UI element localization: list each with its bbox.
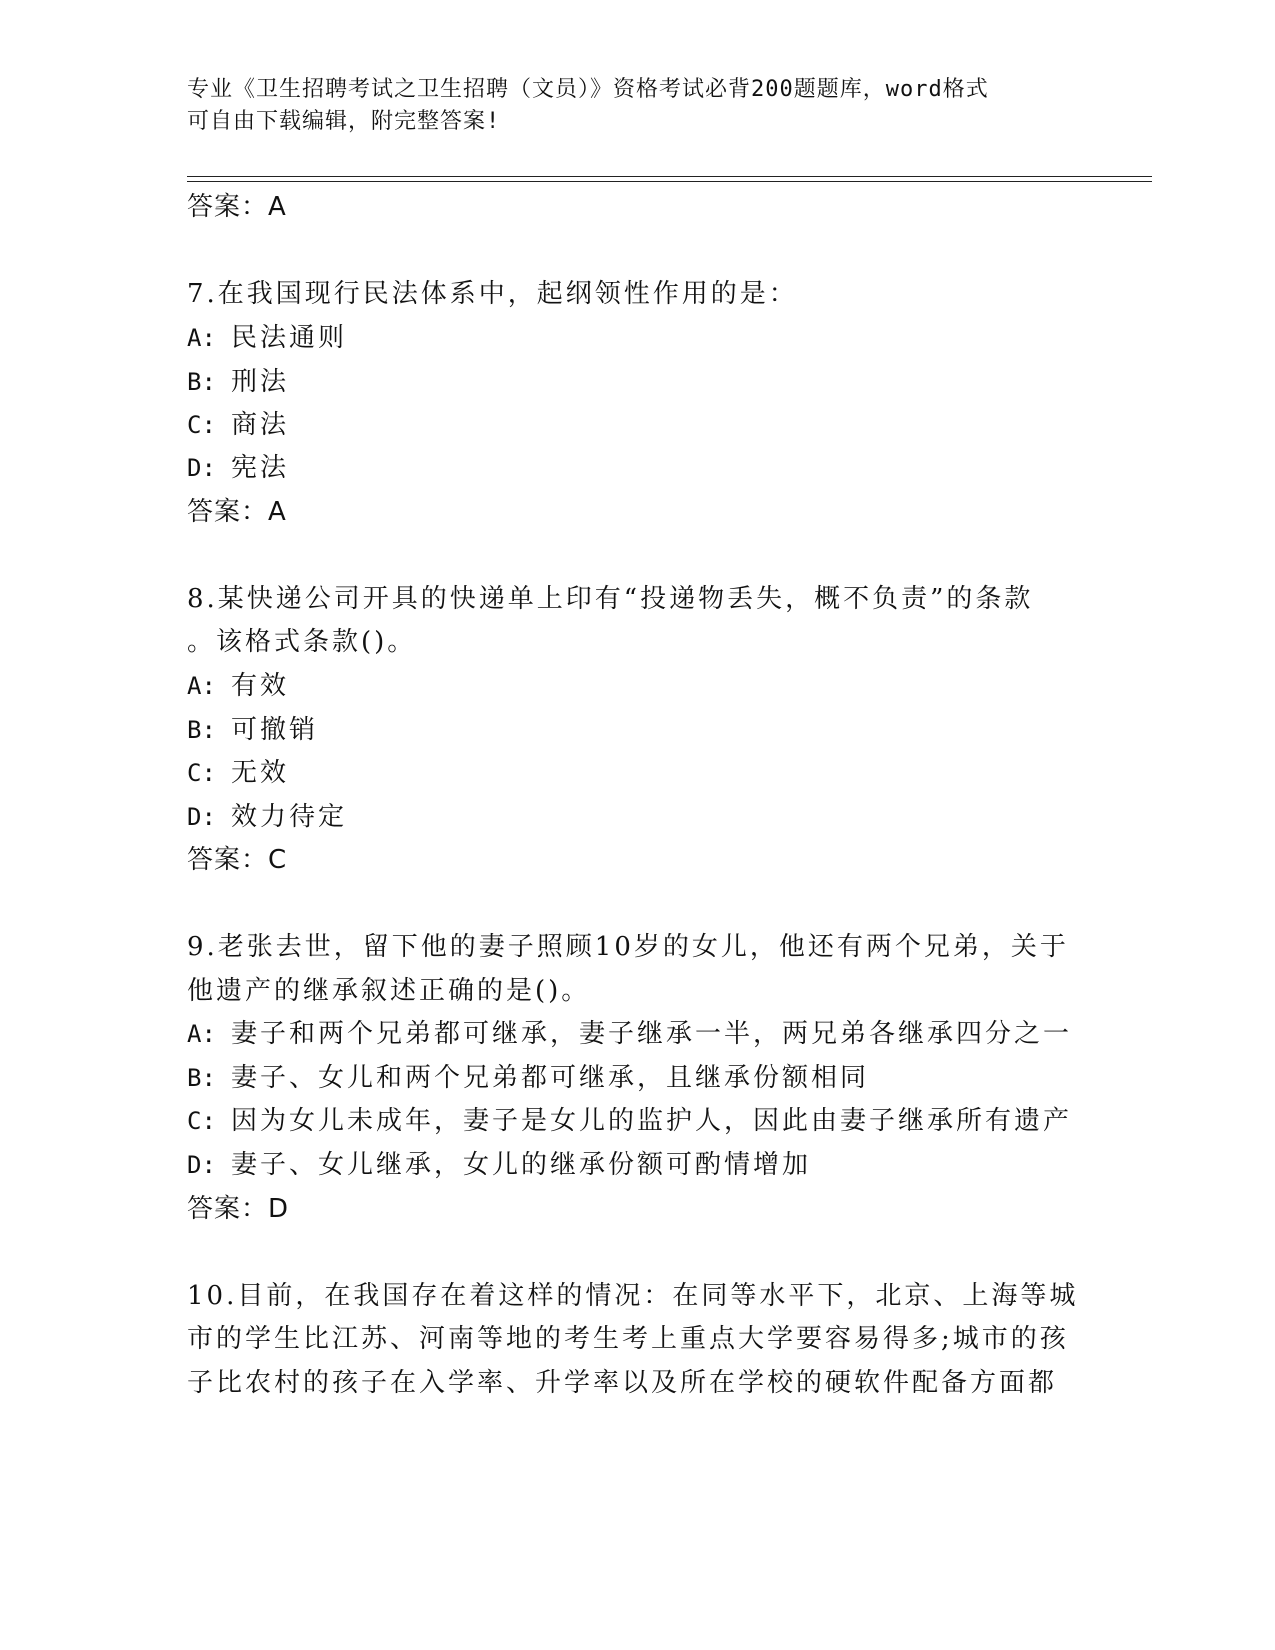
option-b: [187, 1057, 869, 1094]
option-key: A:: [187, 672, 216, 700]
header-divider-bottom: [187, 181, 1152, 182]
question-text: 10.目前，在我国存在着这样的情况：在同等水平下，北京、上海等城: [187, 1281, 1079, 1311]
option-key: B:: [187, 716, 216, 744]
option-key: D:: [187, 454, 216, 482]
option-text: 商法: [231, 410, 290, 440]
option-text: 无效: [231, 758, 290, 788]
option-text: 效力待定: [231, 802, 348, 832]
option-key: B:: [187, 1064, 216, 1092]
option-text: 宪法: [231, 453, 290, 483]
option-b: [187, 361, 289, 398]
answer-line: 答案：D: [187, 1194, 290, 1224]
option-key: A:: [187, 1020, 216, 1048]
header-divider-top: [187, 176, 1152, 177]
option-key: A:: [187, 324, 216, 352]
option-text: 妻子、女儿继承，女儿的继承份额可酌情增加: [231, 1150, 812, 1180]
option-c: [187, 404, 289, 441]
option-text: 民法通则: [231, 323, 348, 353]
option-c: [187, 752, 289, 789]
option-key: D:: [187, 1151, 216, 1179]
option-key: C:: [187, 759, 216, 787]
option-c: [187, 1100, 1072, 1137]
question-text: 9.老张去世，留下他的妻子照顾10岁的女儿，他还有两个兄弟，关于: [187, 932, 1069, 962]
option-b: [187, 709, 318, 746]
question-text: 子比农村的孩子在入学率、升学率以及所在学校的硬软件配备方面都: [187, 1368, 1058, 1398]
option-text: 妻子和两个兄弟都可继承，妻子继承一半，两兄弟各继承四分之一: [231, 1019, 1073, 1049]
question-text: 市的学生比江苏、河南等地的考生考上重点大学要容易得多;城市的孩: [187, 1324, 1069, 1354]
option-text: 妻子、女儿和两个兄弟都可继承，且继承份额相同: [231, 1063, 870, 1093]
option-text: 可撤销: [231, 715, 319, 745]
option-d: [187, 796, 347, 833]
option-a: [187, 665, 289, 702]
option-key: C:: [187, 1107, 216, 1135]
answer-line: 答案：A: [187, 192, 287, 222]
header-line-1: 专业《卫生招聘考试之卫生招聘（文员）》资格考试必背200题题库，word格式: [187, 77, 989, 102]
option-text: 因为女儿未成年，妻子是女儿的监护人，因此由妻子继承所有遗产: [231, 1106, 1073, 1136]
header-text: [187, 74, 1067, 138]
option-key: C:: [187, 411, 216, 439]
option-a: [187, 1013, 1072, 1050]
option-d: [187, 447, 289, 484]
option-key: B:: [187, 368, 216, 396]
question-text: 7.在我国现行民法体系中，起纲领性作用的是：: [187, 279, 798, 309]
option-a: [187, 317, 347, 354]
question-text: 。该格式条款()。: [187, 627, 417, 657]
question-text: 他遗产的继承叙述正确的是()。: [187, 976, 591, 1006]
answer-line: 答案：C: [187, 845, 288, 875]
option-text: 有效: [231, 671, 290, 701]
option-text: 刑法: [231, 367, 290, 397]
header-line-2: 可自由下载编辑，附完整答案!: [187, 109, 501, 134]
answer-line: 答案：A: [187, 497, 287, 527]
question-text: 8.某快递公司开具的快递单上印有“投递物丢失，概不负责”的条款: [187, 584, 1034, 614]
option-d: [187, 1144, 811, 1181]
option-key: D:: [187, 803, 216, 831]
